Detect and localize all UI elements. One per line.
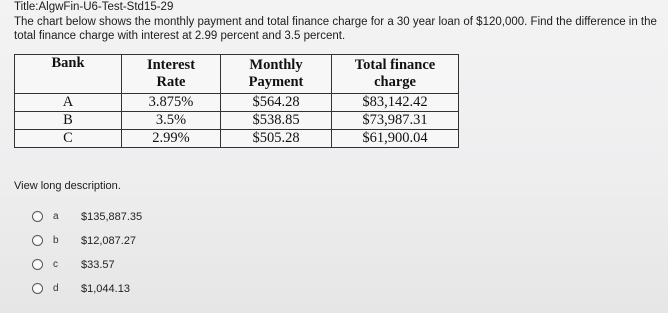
header-interest-rate: Interest Rate <box>122 55 221 94</box>
question-text: The chart below shows the monthly payment and total finance charge for a 30 year loan of $120,000. Find the difference in the total finance charge with interest at 2.99 percent and 3.5 percent. <box>14 16 657 42</box>
cell-finance: $73,987.31 <box>332 112 459 130</box>
answer-options <box>32 210 142 306</box>
radio-icon[interactable] <box>32 211 43 222</box>
view-long-description-link[interactable]: View long description. <box>14 180 121 192</box>
radio-icon[interactable] <box>32 259 43 270</box>
cell-payment: $538.85 <box>221 112 332 130</box>
cell-payment: $505.28 <box>221 130 332 148</box>
cell-bank: B <box>15 112 122 130</box>
page-title: Title:AlgwFin-U6-Test-Std15-29 <box>14 1 174 13</box>
answer-option-c[interactable] <box>32 258 142 271</box>
header-bank: Bank <box>15 55 122 94</box>
cell-bank: C <box>15 130 122 148</box>
cell-rate: 2.99% <box>122 130 221 148</box>
table-header-row <box>15 55 459 94</box>
option-value: $1,044.13 <box>81 282 130 295</box>
header-monthly-payment: Monthly Payment <box>221 55 332 94</box>
answer-option-b[interactable] <box>32 234 142 247</box>
answer-option-d[interactable] <box>32 282 142 295</box>
cell-finance: $61,900.04 <box>332 130 459 148</box>
option-value: $33.57 <box>81 258 115 271</box>
cell-rate: 3.5% <box>122 112 221 130</box>
radio-icon[interactable] <box>32 283 43 294</box>
table-row <box>15 112 459 130</box>
option-value: $135,887.35 <box>81 210 143 223</box>
cell-bank: A <box>15 94 122 112</box>
option-letter: b <box>53 235 59 246</box>
option-letter: a <box>53 211 59 222</box>
cell-payment: $564.28 <box>221 94 332 112</box>
answer-option-a[interactable] <box>32 210 142 223</box>
loan-rates-table <box>14 54 459 148</box>
option-letter: c <box>53 259 58 270</box>
option-value: $12,087.27 <box>81 234 137 247</box>
option-letter: d <box>53 283 59 294</box>
cell-rate: 3.875% <box>122 94 221 112</box>
table-row <box>15 130 459 148</box>
table-row <box>15 94 459 112</box>
radio-icon[interactable] <box>32 235 43 246</box>
cell-finance: $83,142.42 <box>332 94 459 112</box>
header-total-finance-charge: Total finance charge <box>332 55 459 94</box>
